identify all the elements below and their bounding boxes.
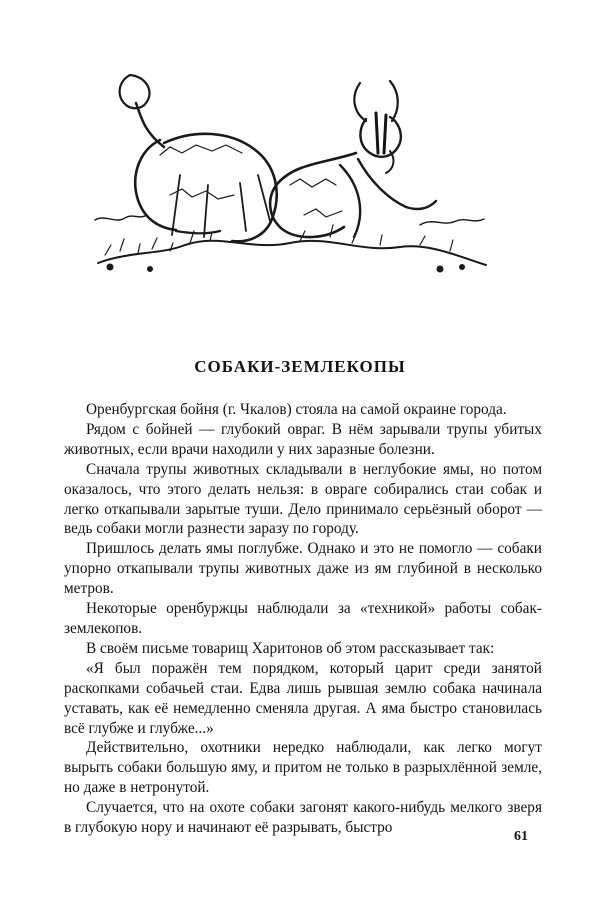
paragraph: Случается, что на охоте собаки загонят какого-нибудь мелкого зверя в глубокую нору и начинают её разрывать, быстро [64,799,542,837]
paragraph: Оренбургская бойня (г. Чкалов) стояла на самой окраине города. [86,401,507,418]
body-text [64,400,542,838]
dogs-digging-illustration [90,55,490,280]
paragraph: Действительно, охотники нередко наблюдали, как легко могут вырыть собаки большую яму, и притом не только в разрыхлённой земле, но даже в нетронутой. [64,739,542,797]
paragraph: Рядом с бойней — глубокий овраг. В нём зарывали трупы убитых животных, если врачи находили у них заразные болезни. [64,420,542,458]
paragraph: Пришлось делать ямы поглубже. Однако и это не помогло — собаки упорно откапывали трупы животных даже из ям глубиной в несколько метров. [64,540,542,598]
paragraph: Сначала трупы животных складывали в неглубокие ямы, но потом оказалось, что этого делать нельзя: в овраге собирались стаи собак и легко откапывали зарытые туши. Дело принимало серьёзный оборот — ведь собаки могли разнести заразу по городу. [64,460,542,538]
page-number: 61 [514,829,528,844]
chapter-title: СОБАКИ-ЗЕМЛЕКОПЫ [194,357,406,376]
paragraph: В своём письме товарищ Харитонов об этом рассказывает так: [86,639,495,657]
paragraph: Некоторые оренбуржцы наблюдали за «техникой» работы собак-землекопов. [64,600,542,637]
quote-paragraph: «Я был поражён тем порядком, который царит среди занятой раскопками собачьей стаи. Едва лишь рывшая землю собака начинала уставать, как её немедленно сменяла другая. А яма быстро становилась всё глубже и глубже...» [64,659,542,737]
